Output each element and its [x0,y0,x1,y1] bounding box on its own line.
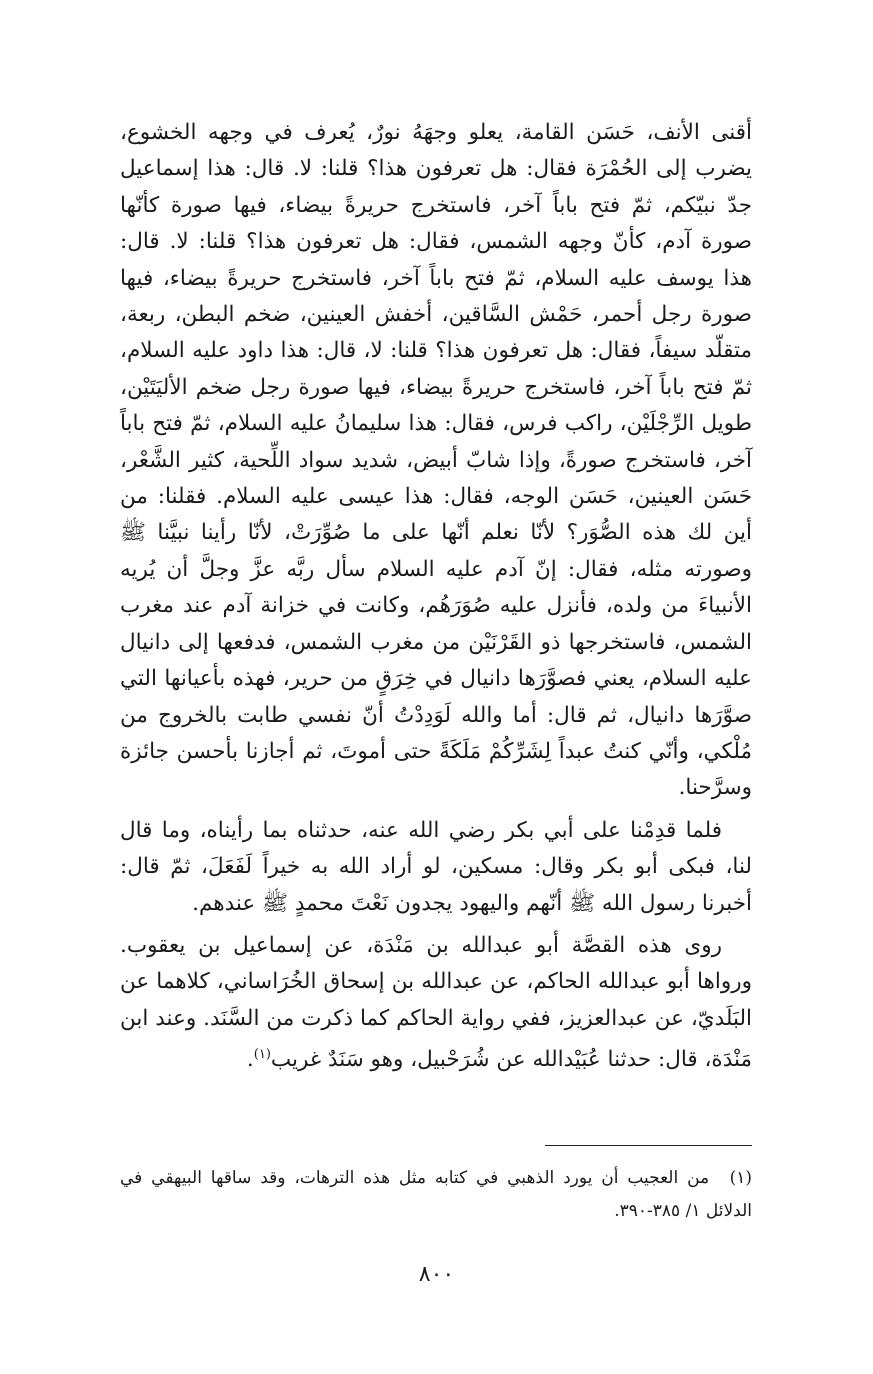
footnote-text: من العجيب أن يورد الذهبي في كتابه مثل هذه الترهات، وقد ساقها البيهقي في الدلائل ١/ ٣٨٥-٣٩٠. [120,1168,752,1221]
paragraph-1: أقنى الأنف، حَسَن القامة، يعلو وجهَهُ نورٌ، يُعرف في وجهه الخشوع، يضرب إلى الحُمْرَة فقال: هل تعرفون هذا؟ قلنا: لا. قال: هذا إسماعيل جدّ نبيّكم، ثمّ فتح باباً آخر، فاستخرج حريرةً بيضاء، فيها صورة كأنّها صورة آدم، كأنّ وجهه الشمس، فقال: هل تعرفون هذا؟ قلنا: لا. قال: هذا يوسف عليه السلام، ثمّ فتح باباً آخر، فاستخرج حريرةً بيضاء، فيها صورة رجل أحمر، حَمْش السَّاقين، أخفش العينين، ضخم البطن، ربعة، متقلّد سيفاً، فقال: هل تعرفون هذا؟ قلنا: لا، قال: هذا داود عليه السلام، ثمّ فتح باباً آخر، فاستخرج حريرةً بيضاء، فيها صورة رجل ضخم الأليَتَيْن، طويل الرِّجْلَيْن، راكب فرس، فقال: هذا سليمانُ عليه السلام، ثمّ فتح باباً آخر، فاستخرج صورةً، وإذا شابّ أبيض، شديد سواد اللِّحية، كثير الشَّعْر، حَسَن العينين، حَسَن الوجه، فقال: هذا عيسى عليه السلام. فقلنا: من أين لك هذه الصُّوَر؟ لأنّا نعلم أنّها على ما صُوِّرَتْ، لأنّا رأينا نبيَّنا ﷺ وصورته مثله، فقال: إنّ آدم عليه السلام سأل ربَّه عزَّ وجلَّ أن يُريه الأنبياءَ من ولده، فأنزل عليه صُوَرَهُم، وكانت في خزانة آدم عند مغرب الشمس، فاستخرجها ذو القَرْنَيْن من مغرب الشمس، فدفعها إلى دانيال عليه السلام، يعني فصوَّرَها دانيال في خِرَقٍ من حرير، فهذه بأعيانها التي صوَّرَها دانيال، ثم قال: أما والله لَوَدِدْتُ أنّ نفسي طابت بالخروج من مُلْكي، وأنّي كنتُ عبداً لِشَرِّكُمْ مَلَكَةً حتى أموتَ، ثم أجازنا بأحسن جائزة وسرَّحنا. [120,120,752,801]
closing-period: . [246,1047,254,1073]
footnote-separator [545,1145,752,1146]
footnote-marker: (١) [729,1168,752,1188]
paragraph-2: فلما قدِمْنا على أبي بكر رضي الله عنه، حدثناه بما رأيناه، وما قال لنا، فبكى أبو بكر وقال: مسكين، لو أراد الله به خيراً لَفَعَلَ، ثمّ قال: أخبرنا رسول الله ﷺ أنّهم واليهود يجدون نَعْتَ محمدٍ ﷺ عندهم. [120,817,752,916]
footnote-reference[interactable]: (١) [253,1047,271,1063]
page-number: ٨٠٠ [418,1262,455,1287]
main-text-block [120,115,752,1079]
paragraph-3 [120,928,752,1079]
paragraph-3-text: روى هذه القصَّة أبو عبدالله بن مَنْدَة، عن إسماعيل بن يعقوب. ورواها أبو عبدالله الحاكم، عن عبدالله بن إسحاق الخُرَاساني، كلاهما عن البَلَديّ، عن عبدالعزيز، ففي رواية الحاكم كما ذكرت من السَّنَد. وعند ابن مَنْدَة، قال: حدثنا عُبَيْدالله عن شُرَحْبيل، وهو سَنَدٌ غريب [120,932,752,1073]
footnotes-block [120,1162,752,1228]
footnote-item [120,1162,752,1228]
